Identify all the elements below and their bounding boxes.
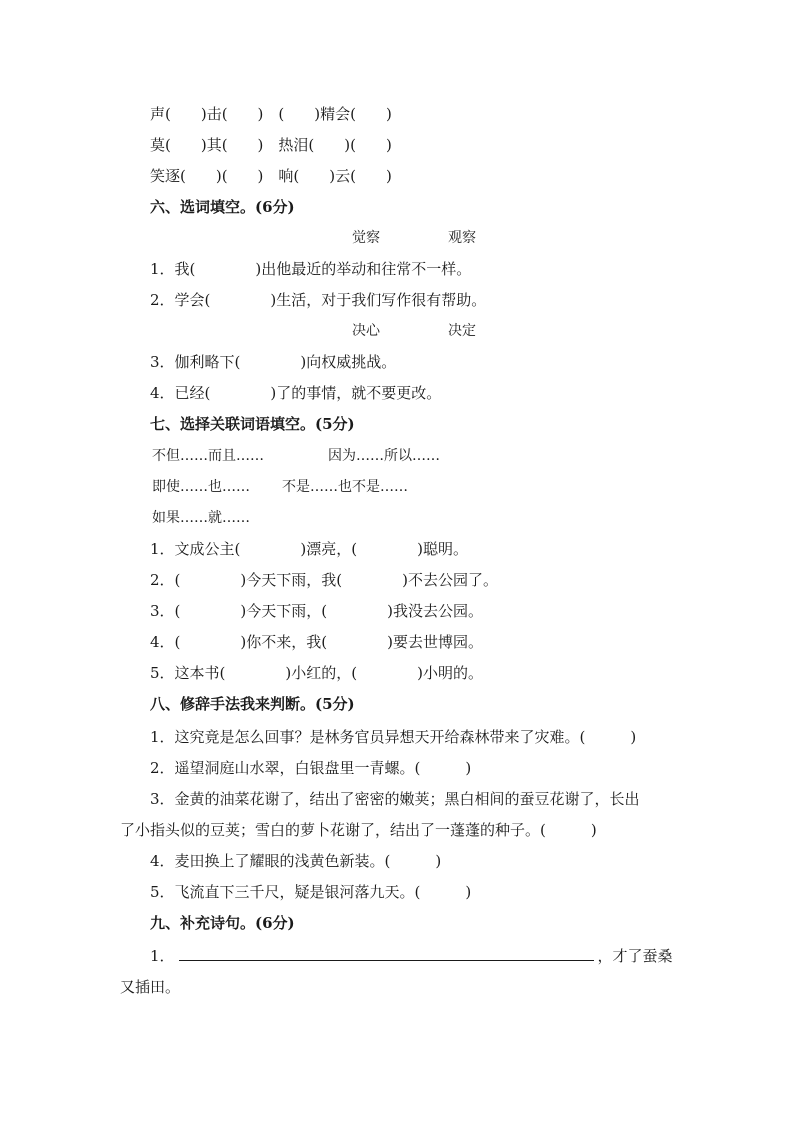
s6-question-4: 4．已经( )了的事情，就不要更改。 [150, 384, 442, 402]
s6-option-b: 观察 [448, 230, 476, 246]
s8-question-5: 5．飞流直下三千尺，疑是银河落九天。( ) [150, 883, 472, 901]
s7-question-2: 2．( )今天下雨，我( )不去公园了。 [150, 571, 498, 589]
section-9-title: 九、补充诗句。(6分) [150, 914, 295, 932]
word-row-1: 声( )击( ) ( )精会( ) [150, 105, 392, 123]
answer-blank-line[interactable] [179, 946, 594, 961]
s8-question-3-line-2: 了小指头似的豆荚；雪白的萝卜花谢了，结出了一蓬蓬的种子。( ) [120, 821, 597, 839]
s7-question-1: 1．文成公主( )漂亮，( )聪明。 [150, 540, 468, 558]
s7-option-1: 不但……而且…… [152, 448, 264, 464]
s8-question-1: 1．这究竟是怎么回事？是林务官员异想天开给森林带来了灾难。( ) [150, 728, 637, 746]
s7-option-4: 不是……也不是…… [282, 479, 408, 495]
s7-question-3: 3．( )今天下雨，( )我没去公园。 [150, 602, 483, 620]
s7-option-3: 即使……也…… [152, 479, 250, 495]
s9-question-1-tail: ，才了蚕桑 [597, 947, 673, 965]
s7-option-5: 如果……就…… [152, 510, 250, 526]
section-6-title: 六、选词填空。(6分) [150, 198, 295, 216]
s8-question-4: 4．麦田换上了耀眼的浅黄色新装。( ) [150, 852, 442, 870]
s6-question-1: 1．我( )出他最近的举动和往常不一样。 [150, 260, 472, 278]
s8-question-3-line-1: 3．金黄的油菜花谢了，结出了密密的嫩荚；黑白相间的蚕豆花谢了，长出 [150, 790, 640, 808]
s9-question-1 [150, 946, 673, 966]
s9-question-1-number: 1． [150, 947, 175, 965]
s7-question-4: 4．( )你不来，我( )要去世博园。 [150, 633, 483, 651]
s6-question-2: 2．学会( )生活，对于我们写作很有帮助。 [150, 291, 487, 309]
word-row-2: 莫( )其( ) 热泪( )( ) [150, 136, 392, 154]
s7-question-5: 5．这本书( )小红的，( )小明的。 [150, 664, 483, 682]
s6-option-a: 觉察 [352, 230, 380, 246]
s7-option-2: 因为……所以…… [328, 448, 440, 464]
word-row-3: 笑逐( )( ) 响( )云( ) [150, 167, 392, 185]
s6-option-c: 决心 [352, 323, 380, 339]
s8-question-2: 2．遥望洞庭山水翠，白银盘里一青螺。( ) [150, 759, 472, 777]
section-7-title: 七、选择关联词语填空。(5分) [150, 415, 355, 433]
section-8-title: 八、修辞手法我来判断。(5分) [150, 695, 355, 713]
s9-question-1-continued: 又插田。 [120, 978, 181, 996]
s6-question-3: 3．伽利略下( )向权威挑战。 [150, 353, 397, 371]
s6-option-d: 决定 [448, 323, 476, 339]
